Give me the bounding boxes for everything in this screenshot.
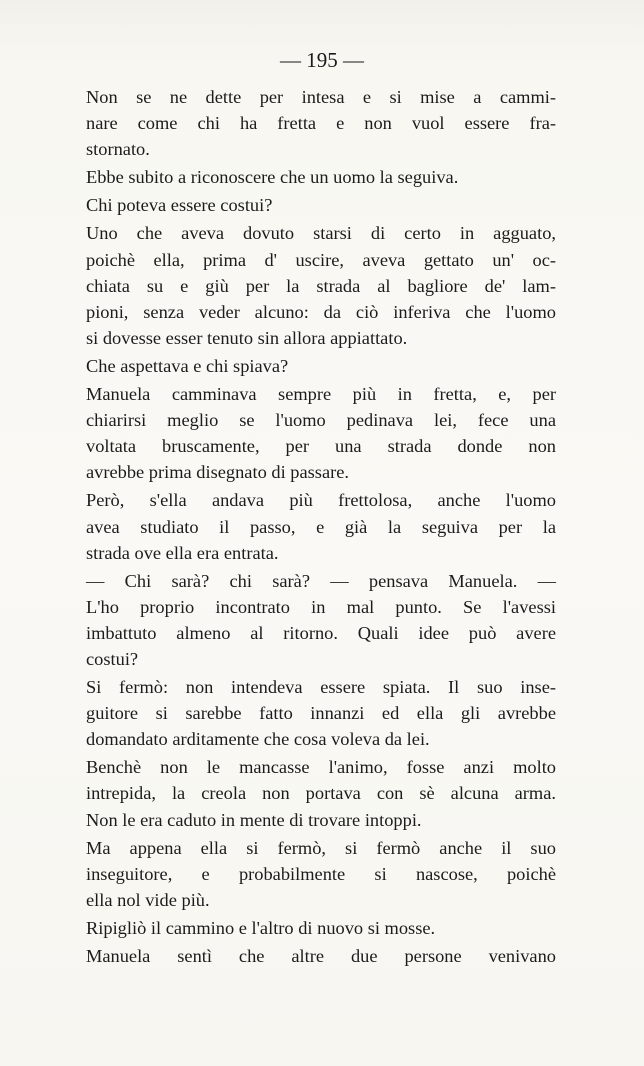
paragraph — [86, 674, 556, 752]
text-line: poichè ella, prima d' uscire, aveva gettato un' oc- — [86, 249, 556, 270]
text-line: chiata su e giù per la strada al bagliore de' lam- — [86, 275, 556, 296]
page-number: — 195 — — [280, 48, 364, 72]
text-line: Chi poteva essere costui? — [86, 195, 273, 216]
text-line: Manuela sentì che altre due persone venivano — [86, 946, 556, 966]
text-line: Ripigliò il cammino e l'altro di nuovo si mosse. — [86, 917, 436, 938]
text-line: Si fermò: non intendeva essere spiata. Il suo inse- — [86, 677, 556, 698]
paragraph — [86, 568, 556, 672]
text-line: chiarirsi meglio se l'uomo pedinava lei, fece una — [86, 410, 556, 431]
text-line: costui? — [86, 648, 139, 669]
text-line: intrepida, la creola non portava con sè alcuna arma. — [86, 783, 556, 804]
text-line: guitore si sarebbe fatto innanzi ed ella gli avrebbe — [86, 703, 556, 724]
text-line: domandato arditamente che cosa voleva da lei. — [86, 729, 430, 750]
page-text — [86, 84, 556, 969]
paragraph — [86, 835, 556, 913]
text-line: avrebbe prima disegnato di passare. — [86, 462, 349, 483]
paragraph — [86, 192, 556, 218]
paragraph — [86, 84, 556, 162]
text-line: Che aspettava e chi spiava? — [86, 355, 289, 376]
text-line: — Chi sarà? chi sarà? — pensava Manuela. — — [86, 570, 556, 591]
paragraph — [86, 487, 556, 565]
text-line: Non se ne dette per intesa e si mise a cammi- — [86, 87, 556, 107]
text-line: imbattuto almeno al ritorno. Quali idee può avere — [86, 622, 556, 643]
text-line: voltata bruscamente, per una strada donde non — [86, 436, 556, 457]
paragraph — [86, 915, 556, 941]
text-line: Non le era caduto in mente di trovare intoppi. — [86, 809, 422, 830]
text-line: Ebbe subito a riconoscere che un uomo la seguiva. — [86, 167, 459, 188]
text-line: inseguitore, e probabilmente si nascose, poichè — [86, 863, 556, 884]
paragraph — [86, 353, 556, 379]
text-line: nare come chi ha fretta e non vuol essere fra- — [86, 113, 556, 134]
paragraph — [86, 381, 556, 485]
paragraph — [86, 943, 556, 969]
text-line: Benchè non le mancasse l'animo, fosse anzi molto — [86, 757, 556, 778]
text-line: Però, s'ella andava più frettolosa, anche l'uomo — [86, 490, 556, 511]
text-line: pioni, senza veder alcuno: da ciò inferiva che l'uomo — [86, 301, 556, 322]
text-line: Uno che aveva dovuto starsi di certo in agguato, — [86, 223, 556, 244]
text-line: avea studiato il passo, e già la seguiva per la — [86, 516, 556, 537]
text-line: Ma appena ella si fermò, si fermò anche il suo — [86, 837, 556, 858]
text-line: Manuela camminava sempre più in fretta, e, per — [86, 384, 556, 405]
text-line: stornato. — [86, 139, 150, 160]
paragraph — [86, 164, 556, 190]
text-line: strada ove ella era entrata. — [86, 542, 279, 563]
paragraph — [86, 754, 556, 832]
text-line: L'ho proprio incontrato in mal punto. Se l'avessi — [86, 596, 556, 617]
text-line: ella nol vide più. — [86, 889, 210, 910]
text-line: si dovesse esser tenuto sin allora appiattato. — [86, 327, 408, 348]
paragraph — [86, 220, 556, 350]
